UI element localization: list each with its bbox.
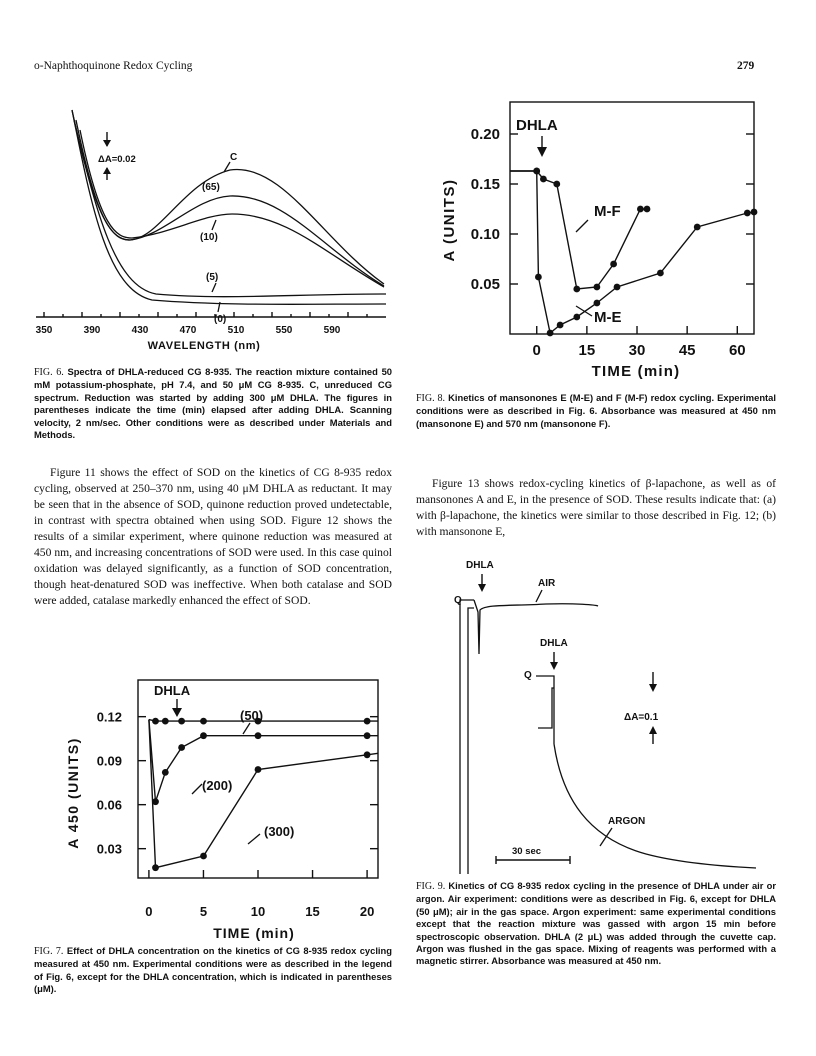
body-paragraph-left: Figure 11 shows the effect of SOD on the kinetics of CG 8-935 redox cycling, observed at 250–370 nm, using 40 μM DHLA as reductant. It may be seen that in the absence of SOD, quinone reduction proved undetectable, in contrast with spectra obtained when using SOD. Figure 12 shows the results of a similar experiment, where quinone reduction was measured at 450 nm, and increasing concentrations of SOD were used. In this case quinol oxidation was delayed significantly, as a function of SOD concentration, though heat-denatured SOD was ineffective. When both catalase and SOD were added, catalase markedly enhanced the effect of SOD. (34, 466, 392, 607)
fig8-xtick: 30 (628, 342, 646, 359)
fig8-xtick: 15 (578, 342, 596, 359)
fig7-ylabel: A 450 (UNITS) (65, 737, 81, 849)
fig8-data-point (610, 261, 617, 268)
fig8-data-point (657, 270, 664, 277)
fig8-ytick: 0.20 (470, 126, 500, 143)
fig9-scale-label: ΔA=0.1 (624, 712, 659, 723)
fig7-data-point (162, 718, 169, 725)
fig8-dhla-label: DHLA (516, 117, 558, 134)
fig9-air-label: AIR (538, 578, 556, 589)
fig8-data-point (547, 330, 554, 337)
fig7-ytick: 0.06 (96, 797, 122, 813)
fig8-data-point (557, 322, 564, 329)
fig6-caption: FIG. 6. Spectra of DHLA-reduced CG 8-935. The reaction mixture contained 50 mM potassium-phosphate, pH 7.4, and 50 μM CG 8-935. C, unreduced CG spectrum. Reduction was started by adding 300 μM DHLA. The figures in parentheses indicate the time (min) elapsed after adding DHLA. Scanning velocity, 2 nm/sec. Other conditions were as described under Materials and Methods. (34, 366, 392, 441)
fig6-scale-label: ΔA=0.02 (98, 154, 136, 165)
fig6-xtick: 550 (275, 325, 293, 336)
fig8-data-point (751, 209, 758, 216)
fig6-xtick: 390 (83, 325, 101, 336)
fig9-argon-label: ARGON (608, 816, 646, 827)
fig8-data-point (614, 284, 621, 291)
fig8-ytick: 0.10 (470, 226, 500, 243)
fig7-ytick: 0.03 (96, 841, 122, 857)
fig8-series-line-1 (510, 171, 754, 333)
fig6-curve-5 (74, 120, 386, 297)
fig6-spectra-plot (34, 90, 394, 358)
fig9-scale-marker (649, 672, 657, 744)
fig7-caption: FIG. 7. Effect of DHLA concentration on the kinetics of CG 8-935 redox cycling measured at 450 nm. Experimental conditions were as described in the legend of Fig. 6, except for the DHLA concentration, which is indicated in parentheses (μM). (34, 945, 392, 995)
fig8-dhla-arrow (537, 136, 547, 157)
fig9-q-mid-label: Q (524, 670, 532, 681)
fig9-argon-trace (536, 676, 756, 868)
fig8-label-me: M-E (594, 309, 622, 326)
fig6-label-0: (0) (214, 314, 227, 325)
fig7-kinetics-plot (54, 668, 394, 943)
fig8-caption: FIG. 8. Kinetics of mansonones E (M-E) and F (M-F) redox cycling. Experimental conditions were as described in Fig. 6. Absorbance was measured at 450 nm (mansonone E) and 570 nm (mansonone F). (416, 392, 776, 429)
fig7-data-point (200, 853, 207, 860)
fig7-data-point (178, 718, 185, 725)
fig9-air-trace (460, 600, 598, 874)
fig7-data-point (364, 751, 371, 758)
fig7-data-point (152, 718, 159, 725)
fig8-data-point (644, 206, 651, 213)
fig9-caption: FIG. 9. Kinetics of CG 8-935 redox cycling in the presence of DHLA under air or argon. Air experiment: conditions were as described in Fig. 6, except for DHLA (50 μM); air in the gas space. Argon experiment: same experimental conditions except that the reaction mixture was gassed with argon 15 min before spectroscopic observation. DHLA (2 μL) was added through the cuvette cap. Argon was flushed in the gas space. Mixing of reagents was performed with a magnetic stirrer. Absorbance was measured at 450 nm. (416, 880, 776, 967)
fig6-xlabel: WAVELENGTH (nm) (147, 340, 261, 352)
fig6-xtick: 430 (131, 325, 149, 336)
fig8-xtick: 0 (532, 342, 541, 359)
fig8-label-mf: M-F (594, 203, 621, 220)
fig6-curve-65 (76, 120, 384, 286)
fig8-data-point (594, 284, 601, 291)
fig8-data-point (553, 181, 560, 188)
fig8-data-point (694, 224, 701, 231)
fig8-data-point (573, 286, 580, 293)
fig8-data-point (594, 300, 601, 307)
fig6-label-65: (65) (202, 182, 220, 193)
fig7-data-point (200, 732, 207, 739)
fig7-data-point (200, 718, 207, 725)
fig7-data-point (255, 732, 262, 739)
fig8-frame (510, 102, 754, 334)
fig7-series-line-1 (149, 720, 378, 802)
fig6-xtick: 590 (323, 325, 341, 336)
fig7-data-point (152, 864, 159, 871)
fig8-data-point (573, 314, 580, 321)
fig8-data-point (535, 274, 542, 281)
fig7-data-point (178, 744, 185, 751)
fig8-data-point (533, 168, 540, 175)
fig6-curve-0 (72, 110, 386, 304)
fig7-data-point (364, 718, 371, 725)
fig8-ytick: 0.05 (470, 276, 500, 293)
fig7-data-point (255, 766, 262, 773)
fig6-label-10: (10) (200, 232, 218, 243)
body-paragraph-right: Figure 13 shows redox-cycling kinetics of β-lapachone, as well as of mansonones A and E, in the presence of SOD. These results indicate that: (a) with β-lapachone, the kinetics were similar to those described in Fig. 12; (b) with mansonone E, (416, 477, 776, 538)
fig8-xtick: 60 (728, 342, 746, 359)
fig7-label-50: (50) (240, 708, 264, 723)
fig8-xlabel: TIME (min) (591, 363, 681, 380)
fig7-xtick: 0 (145, 904, 153, 919)
fig8-xtick: 45 (678, 342, 696, 359)
fig6-xtick: 470 (179, 325, 197, 336)
fig7-dhla-label: DHLA (154, 683, 191, 698)
fig8-ytick: 0.15 (470, 176, 500, 193)
fig6-x-ticks (44, 312, 367, 317)
fig7-xtick: 10 (250, 904, 266, 919)
fig7-ytick: 0.09 (96, 753, 122, 769)
fig9-dhla-top-label: DHLA (466, 560, 494, 571)
fig9-dhla-mid-arrow (550, 652, 558, 670)
fig9-time-label: 30 sec (512, 846, 542, 857)
fig7-data-point (162, 769, 169, 776)
fig7-label-200: (200) (202, 778, 233, 793)
fig7-xtick: 5 (199, 904, 208, 919)
fig6-xtick: 350 (35, 325, 53, 336)
fig6-xtick: 510 (227, 325, 245, 336)
fig9-dhla-mid-label: DHLA (540, 638, 568, 649)
fig7-xlabel: TIME (min) (213, 925, 295, 941)
fig8-ylabel: A (UNITS) (441, 178, 458, 262)
fig7-dhla-arrow (172, 699, 182, 717)
fig8-kinetics-plot (416, 100, 776, 382)
fig7-label-300: (300) (264, 824, 295, 839)
fig7-xtick: 15 (305, 904, 320, 919)
fig8-data-point (637, 206, 644, 213)
fig9-dhla-top-arrow (478, 574, 486, 592)
fig7-data-point (364, 732, 371, 739)
fig7-ytick: 0.12 (96, 709, 122, 725)
running-title: o-Naphthoquinone Redox Cycling (34, 60, 193, 72)
fig8-data-point (540, 176, 547, 183)
fig6-label-c: C (230, 152, 238, 163)
fig7-series-line-2 (149, 720, 378, 868)
fig9-trace-plot (416, 548, 776, 878)
fig9-time-bar (496, 856, 570, 864)
page-number: 279 (737, 60, 755, 72)
fig6-label-5: (5) (206, 272, 219, 283)
fig7-xtick: 20 (359, 904, 375, 919)
fig9-q-top-label: Q (454, 595, 462, 606)
fig8-data-point (744, 210, 751, 217)
